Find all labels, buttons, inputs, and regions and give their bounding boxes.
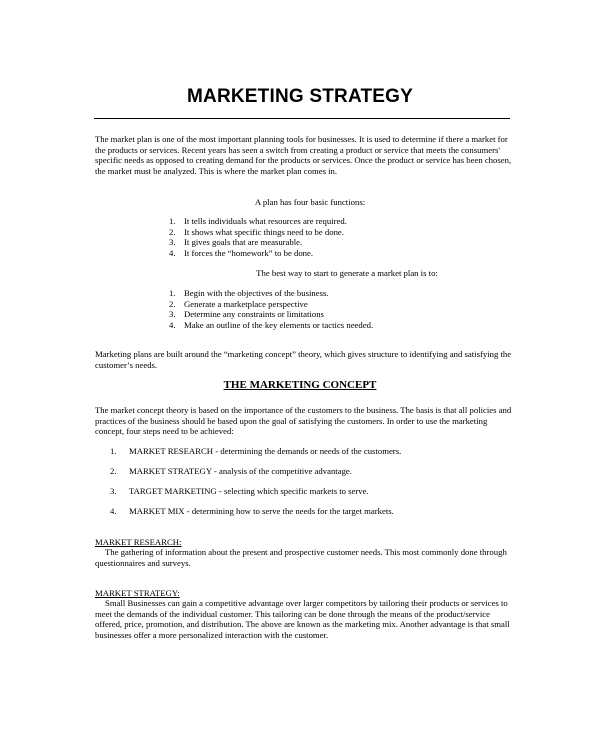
functions-lead: A plan has four basic functions:: [254, 197, 366, 207]
concept-intro-paragraph: Marketing plans are built around the “marketing concept” theory, which gives structure to identifying and satisfying the customer’s needs.: [95, 349, 512, 370]
strategy-heading: MARKET STRATEGY:: [95, 588, 180, 598]
list-item: 1. Begin with the objectives of the business.: [169, 288, 329, 298]
list-item: 2. Generate a marketplace perspective: [169, 298, 308, 309]
document-title: MARKETING STRATEGY: [187, 86, 413, 107]
functions-list: [169, 216, 347, 258]
list-item: 4. It forces the “homework” to be done.: [169, 247, 314, 258]
steps-lead: The best way to start to generate a market plan is to:: [256, 268, 438, 278]
concept-body-paragraph: The market concept theory is based on the importance of the customers to the business. The basis is that all policies and practices of the business should be based upon the goal of satisfying the customers. In order to use the marketing concept, four steps need to be achieved:: [95, 405, 512, 437]
concept-heading: THE MARKETING CONCEPT: [223, 379, 377, 391]
research-heading: MARKET RESEARCH:: [95, 537, 182, 547]
list-item: 2. It shows what specific things need to be done.: [169, 226, 344, 237]
list-item: 2. MARKET STRATEGY - analysis of the competitive advantage.: [110, 465, 352, 476]
list-item: 4. Make an outline of the key elements or tactics needed.: [169, 319, 374, 330]
intro-paragraph: The market plan is one of the most important planning tools for businesses. It is used to determine if there a market for the products or services. Recent years has seen a switch from creating a product or service that meets the consumers' specific needs as opposed to creating demand for the products or services. Once the product or service has been chosen, the market must be analyzed. This is where the market plan comes in.: [95, 134, 512, 176]
steps-list: [169, 288, 373, 330]
concept-steps-list: [110, 446, 401, 526]
list-item: 1. MARKET RESEARCH - determining the demands or needs of the customers.: [110, 446, 402, 456]
list-item: 3. Determine any constraints or limitations: [169, 309, 324, 320]
list-item: 3. It gives goals that are measurable.: [169, 237, 303, 248]
research-paragraph: The gathering of information about the present and prospective customer needs. This most commonly done through questionnaires and surveys.: [95, 547, 507, 568]
list-item: 4. MARKET MIX - determining how to serve the needs for the target markets.: [110, 505, 394, 516]
strategy-paragraph: Small Businesses can gain a competitive advantage over larger competitors by tailoring their products or services to meet the demands of the individual customer. This tailoring can be done through the means of the product/service offered, price, promotion, and distribution. The above are known as the marketing mix. Another advantage is that small businesses offer a more personalized interaction with the customer.: [95, 598, 510, 640]
list-item: 3. TARGET MARKETING - selecting which specific markets to serve.: [110, 485, 369, 496]
list-item: 1. It tells individuals what resources are required.: [169, 216, 347, 226]
title-rule: [94, 118, 510, 119]
